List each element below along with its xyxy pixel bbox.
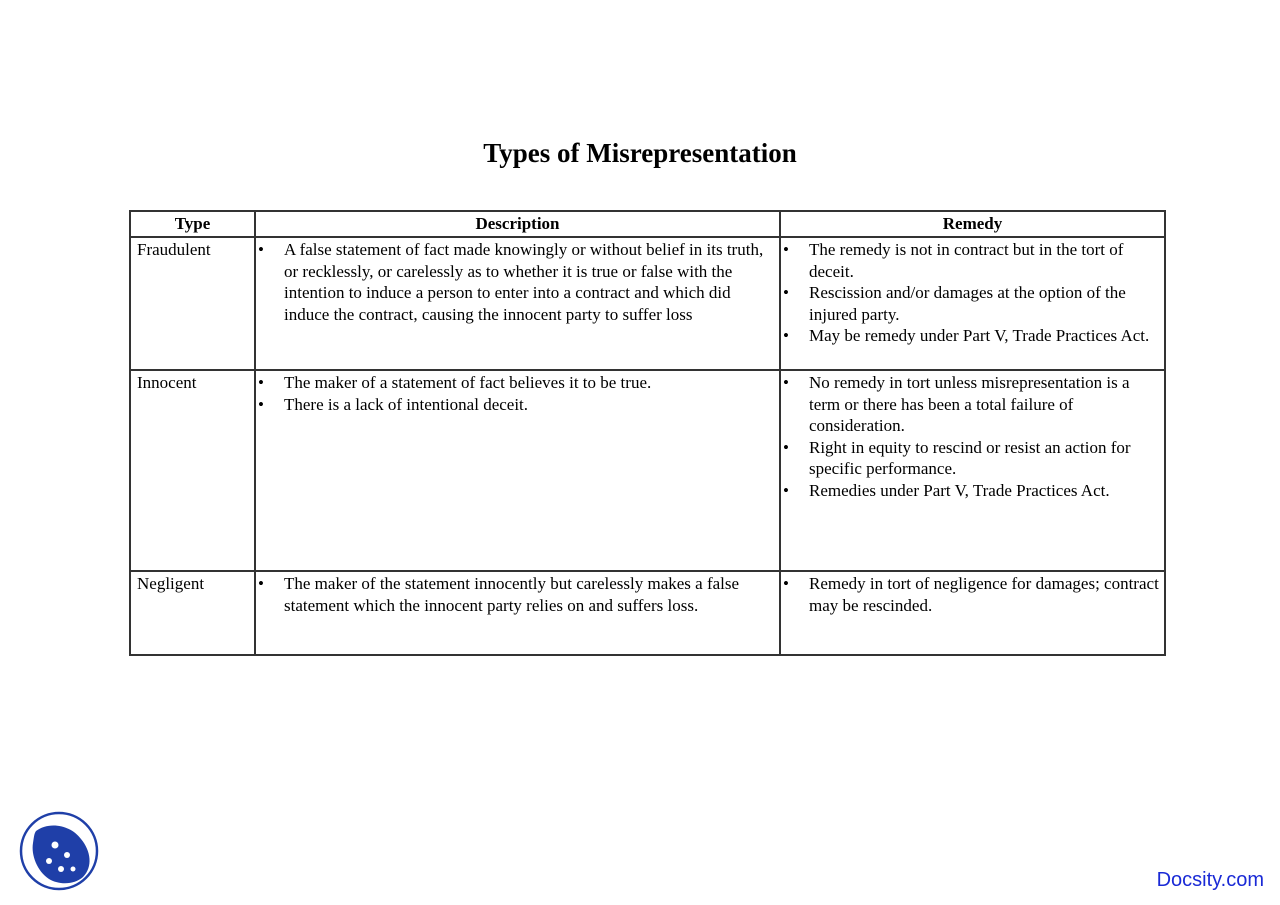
- list-item: [256, 394, 775, 416]
- list-item: [781, 573, 1160, 616]
- bullet-icon: •: [258, 240, 264, 259]
- bullet-icon: •: [783, 326, 789, 345]
- list-item: [256, 239, 775, 325]
- description-list: [256, 371, 779, 415]
- list-item: [781, 372, 1160, 437]
- bullet-text: Remedies under Part V, Trade Practices Act.: [809, 480, 1110, 500]
- bullet-text: The remedy is not in contract but in the tort of deceit.: [809, 240, 1124, 281]
- header-type: Type: [130, 211, 255, 237]
- list-item: [256, 372, 775, 394]
- bullet-icon: •: [258, 574, 264, 593]
- bullet-icon: •: [258, 373, 264, 392]
- bullet-text: The maker of a statement of fact believes it to be true.: [284, 373, 652, 392]
- bullet-icon: •: [258, 394, 264, 414]
- remedy-list: [781, 572, 1164, 616]
- bullet-text: The maker of the statement innocently but carelessly makes a false statement which the innocent party relies on and suffers loss.: [284, 574, 740, 615]
- header-remedy: Remedy: [780, 211, 1165, 237]
- list-item: [781, 239, 1160, 282]
- bullet-text: Remedy in tort of negligence for damages; contract may be rescinded.: [809, 574, 1159, 615]
- list-item: [781, 480, 1160, 502]
- remedy-cell: [780, 370, 1165, 571]
- list-item: [781, 282, 1160, 325]
- type-cell: Fraudulent: [130, 237, 255, 370]
- remedy-cell: [780, 571, 1165, 655]
- bullet-icon: •: [783, 373, 789, 392]
- bullet-text: A false statement of fact made knowingly or without belief in its truth, or recklessly, or carelessly as to whether it is true or false with the intention to induce a person to enter into a contract and which did induce the contract, causing the innocent party to suffer loss: [284, 240, 764, 324]
- bullet-icon: •: [783, 574, 789, 593]
- list-item: [256, 573, 775, 616]
- bullet-icon: •: [783, 480, 789, 500]
- remedy-cell: [780, 237, 1165, 370]
- type-cell: Innocent: [130, 370, 255, 571]
- bullet-icon: •: [783, 240, 789, 259]
- table-header-row: [130, 211, 1165, 237]
- bullet-text: No remedy in tort unless misrepresentation is a term or there has been a total failure of consideration.: [809, 373, 1130, 435]
- description-list: [256, 238, 779, 325]
- description-cell: [255, 571, 780, 655]
- bullet-icon: •: [783, 283, 789, 302]
- table-row: [130, 237, 1165, 370]
- table-row: [130, 571, 1165, 655]
- header-description: Description: [255, 211, 780, 237]
- page-title: Types of Misrepresentation: [483, 138, 797, 168]
- docsity-logo-icon: [19, 811, 99, 891]
- list-item: [781, 325, 1160, 347]
- remedy-list: [781, 371, 1164, 501]
- bullet-icon: •: [783, 437, 789, 457]
- bullet-text: There is a lack of intentional deceit.: [284, 394, 529, 414]
- description-cell: [255, 370, 780, 571]
- remedy-list: [781, 238, 1164, 347]
- description-cell: [255, 237, 780, 370]
- docsity-brand-link[interactable]: Docsity.com: [1156, 869, 1264, 891]
- description-list: [256, 572, 779, 616]
- type-cell: Negligent: [130, 571, 255, 655]
- list-item: [781, 437, 1160, 480]
- misrepresentation-table: [129, 210, 1166, 656]
- bullet-text: Rescission and/or damages at the option of the injured party.: [809, 283, 1126, 324]
- table-row: [130, 370, 1165, 571]
- bullet-text: May be remedy under Part V, Trade Practices Act.: [809, 326, 1150, 345]
- bullet-text: Right in equity to rescind or resist an action for specific performance.: [809, 437, 1131, 478]
